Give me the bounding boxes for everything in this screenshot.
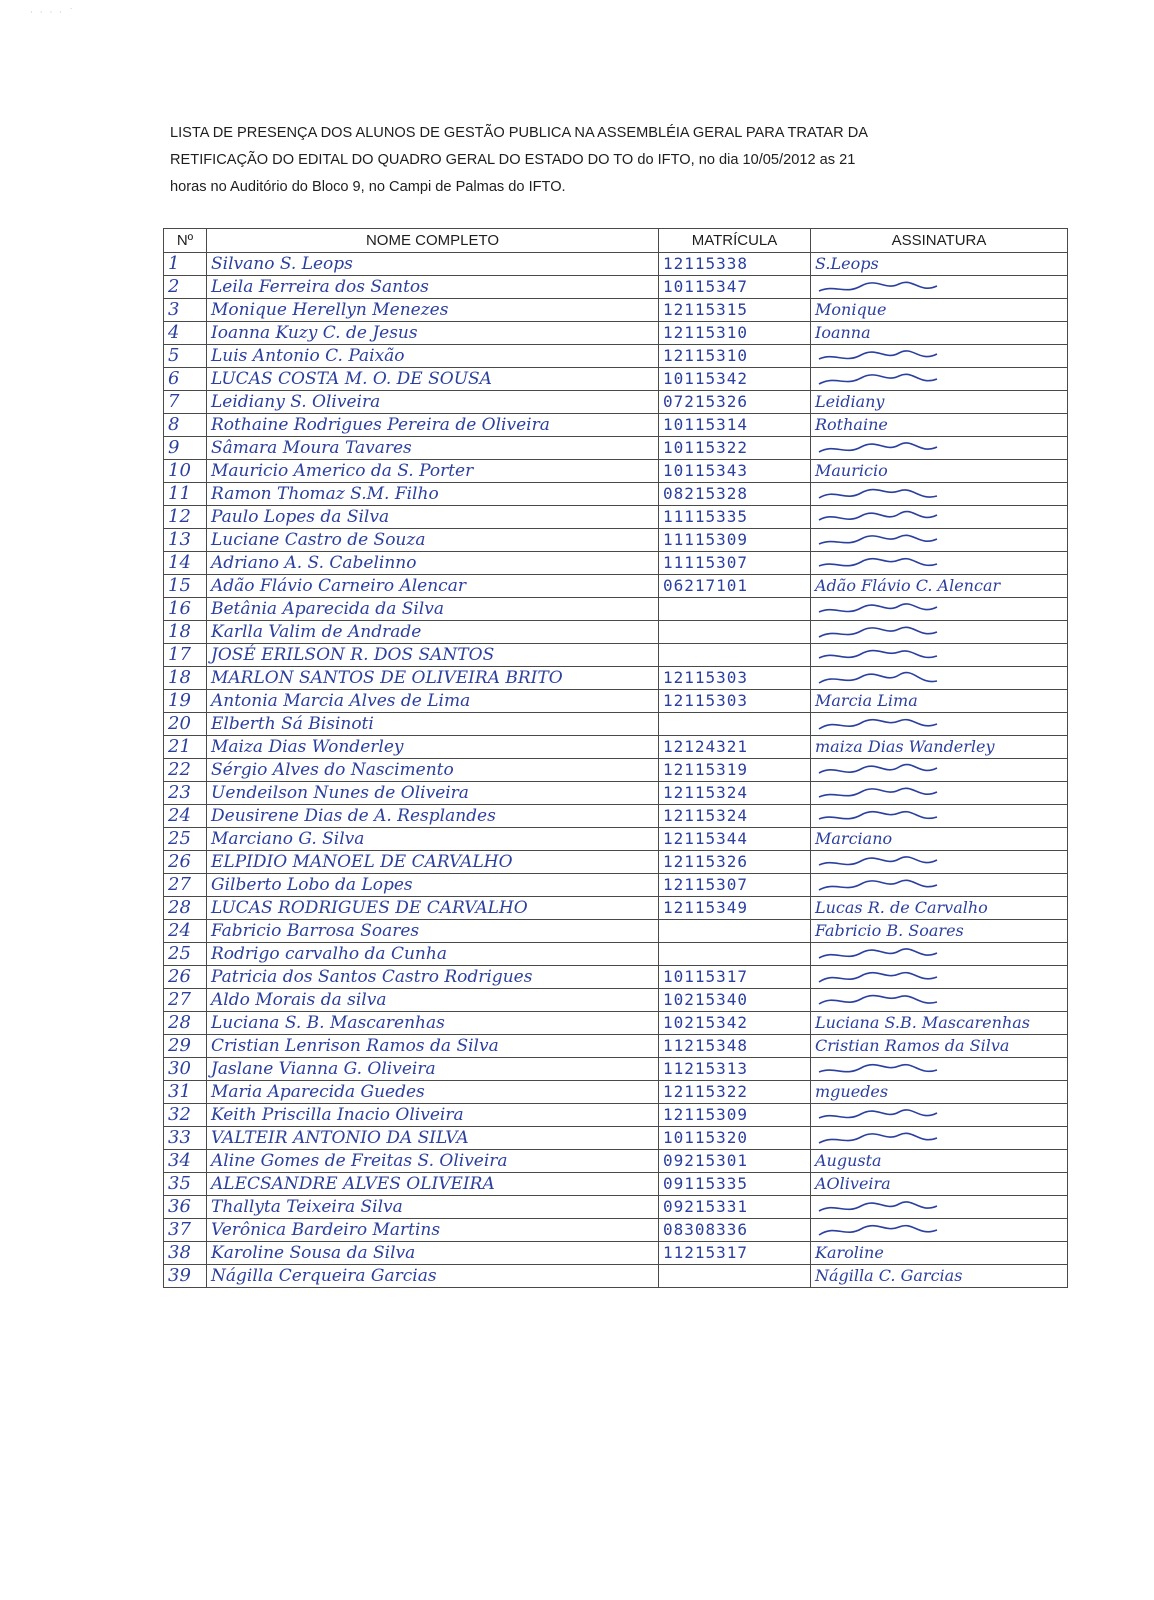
signature-stroke	[819, 719, 937, 728]
row-registration: 10115343	[659, 460, 811, 483]
row-registration	[659, 598, 811, 621]
row-registration: 12115322	[659, 1081, 811, 1104]
row-signature: Karoline	[811, 1242, 1068, 1265]
row-signature	[811, 1196, 1068, 1219]
signature-stroke	[819, 1109, 937, 1117]
table-row	[164, 759, 1068, 782]
table-row	[164, 667, 1068, 690]
signature-scribble	[815, 1062, 945, 1078]
row-registration: 10115320	[659, 1127, 811, 1150]
row-registration: 12115303	[659, 667, 811, 690]
table-row	[164, 460, 1068, 483]
row-number: 28	[164, 897, 207, 920]
row-number: 9	[164, 437, 207, 460]
signature-scribble	[815, 1131, 945, 1147]
document-header	[170, 120, 1010, 201]
row-number: 38	[164, 1242, 207, 1265]
row-signature	[811, 1127, 1068, 1150]
row-number: 33	[164, 1127, 207, 1150]
row-registration: 10115314	[659, 414, 811, 437]
row-signature: Marcia Lima	[811, 690, 1068, 713]
row-name: Luciane Castro de Souza	[207, 529, 659, 552]
signature-stroke	[819, 856, 937, 864]
row-number: 7	[164, 391, 207, 414]
table-row	[164, 598, 1068, 621]
row-number: 10	[164, 460, 207, 483]
row-signature	[811, 598, 1068, 621]
table-row	[164, 391, 1068, 414]
signature-scribble	[815, 556, 945, 572]
table-row	[164, 989, 1068, 1012]
signature-stroke	[819, 788, 937, 797]
table-row	[164, 1104, 1068, 1127]
row-registration	[659, 920, 811, 943]
table-row	[164, 483, 1068, 506]
row-name: Monique Herellyn Menezes	[207, 299, 659, 322]
row-registration: 12115344	[659, 828, 811, 851]
row-registration: 10115322	[659, 437, 811, 460]
table-row	[164, 529, 1068, 552]
row-registration: 08308336	[659, 1219, 811, 1242]
row-number: 3	[164, 299, 207, 322]
row-name: Maiza Dias Wonderley	[207, 736, 659, 759]
row-number: 16	[164, 598, 207, 621]
row-number: 34	[164, 1150, 207, 1173]
row-registration: 08215328	[659, 483, 811, 506]
header-line-3: horas no Auditório do Bloco 9, no Campi de Palmas do IFTO.	[170, 179, 566, 195]
row-name: ALECSANDRE ALVES OLIVEIRA	[207, 1173, 659, 1196]
row-name: JOSÉ ERILSON R. DOS SANTOS	[207, 644, 659, 667]
table-row	[164, 276, 1068, 299]
row-number: 35	[164, 1173, 207, 1196]
table-row	[164, 644, 1068, 667]
row-registration	[659, 943, 811, 966]
table-row	[164, 782, 1068, 805]
row-number: 27	[164, 874, 207, 897]
signature-stroke	[819, 650, 937, 657]
signature-stroke	[819, 1064, 937, 1071]
table-row	[164, 1012, 1068, 1035]
signature-scribble	[815, 786, 945, 802]
row-signature: Augusta	[811, 1150, 1068, 1173]
table-row	[164, 506, 1068, 529]
row-signature: Rothaine	[811, 414, 1068, 437]
row-name: ELPIDIO MANOEL DE CARVALHO	[207, 851, 659, 874]
column-header-name: NOME COMPLETO	[207, 229, 659, 253]
row-registration: 10215342	[659, 1012, 811, 1035]
table-row	[164, 552, 1068, 575]
table-header-row	[164, 229, 1068, 253]
row-registration: 12115307	[659, 874, 811, 897]
signature-stroke	[819, 1133, 937, 1143]
row-name: Silvano S. Leops	[207, 253, 659, 276]
attendance-table	[163, 228, 1068, 1288]
row-number: 22	[164, 759, 207, 782]
table-row	[164, 713, 1068, 736]
row-registration: 10215340	[659, 989, 811, 1012]
row-signature: mguedes	[811, 1081, 1068, 1104]
row-name: Sérgio Alves do Nascimento	[207, 759, 659, 782]
signature-stroke	[819, 442, 937, 451]
signature-stroke	[819, 535, 937, 544]
row-name: LUCAS RODRIGUES DE CARVALHO	[207, 897, 659, 920]
table-row	[164, 1127, 1068, 1150]
row-signature	[811, 1219, 1068, 1242]
signature-stroke	[819, 350, 937, 358]
row-number: 31	[164, 1081, 207, 1104]
row-signature: Mauricio	[811, 460, 1068, 483]
signature-scribble	[815, 671, 945, 687]
row-signature	[811, 759, 1068, 782]
row-registration: 12115338	[659, 253, 811, 276]
row-registration: 10115347	[659, 276, 811, 299]
table-row	[164, 621, 1068, 644]
row-number: 25	[164, 943, 207, 966]
signature-scribble	[815, 855, 945, 871]
row-signature	[811, 506, 1068, 529]
table-row	[164, 920, 1068, 943]
table-row	[164, 805, 1068, 828]
row-number: 8	[164, 414, 207, 437]
row-number: 24	[164, 920, 207, 943]
row-name: Uendeilson Nunes de Oliveira	[207, 782, 659, 805]
row-name: Marciano G. Silva	[207, 828, 659, 851]
row-registration: 12115309	[659, 1104, 811, 1127]
row-name: Keith Priscilla Inacio Oliveira	[207, 1104, 659, 1127]
row-number: 32	[164, 1104, 207, 1127]
row-signature: Nágilla C. Garcias	[811, 1265, 1068, 1288]
signature-stroke	[819, 948, 937, 957]
row-signature	[811, 1104, 1068, 1127]
signature-scribble	[815, 717, 945, 733]
row-name: Patricia dos Santos Castro Rodrigues	[207, 966, 659, 989]
row-name: Cristian Lenrison Ramos da Silva	[207, 1035, 659, 1058]
signature-stroke	[819, 880, 937, 890]
table-row	[164, 299, 1068, 322]
row-registration: 11115307	[659, 552, 811, 575]
row-number: 28	[164, 1012, 207, 1035]
row-registration: 07215326	[659, 391, 811, 414]
table-row	[164, 414, 1068, 437]
row-registration: 12115326	[659, 851, 811, 874]
row-signature: Cristian Ramos da Silva	[811, 1035, 1068, 1058]
row-registration: 06217101	[659, 575, 811, 598]
row-name: Luciana S. B. Mascarenhas	[207, 1012, 659, 1035]
signature-scribble	[815, 970, 945, 986]
row-name: Aldo Morais da silva	[207, 989, 659, 1012]
row-name: Adriano A. S. Cabelinno	[207, 552, 659, 575]
signature-scribble	[815, 648, 945, 664]
table-row	[164, 1242, 1068, 1265]
row-signature: Monique	[811, 299, 1068, 322]
row-name: Ramon Thomaz S.M. Filho	[207, 483, 659, 506]
row-name: Fabricio Barrosa Soares	[207, 920, 659, 943]
row-name: Nágilla Cerqueira Garcias	[207, 1265, 659, 1288]
row-name: Leila Ferreira dos Santos	[207, 276, 659, 299]
scan-artifact: · · · · ˙	[30, 8, 76, 18]
header-line-1: LISTA DE PRESENÇA DOS ALUNOS DE GESTÃO PUBLICA NA ASSEMBLÉIA GERAL PARA TRATAR DA	[170, 125, 869, 141]
row-number: 37	[164, 1219, 207, 1242]
row-name: Elberth Sá Bisinoti	[207, 713, 659, 736]
row-registration: 12115324	[659, 805, 811, 828]
row-number: 17	[164, 644, 207, 667]
row-number: 26	[164, 851, 207, 874]
table-row	[164, 1265, 1068, 1288]
row-registration	[659, 713, 811, 736]
row-number: 20	[164, 713, 207, 736]
row-registration: 11115309	[659, 529, 811, 552]
signature-stroke	[819, 972, 937, 981]
row-registration: 10115342	[659, 368, 811, 391]
column-header-signature: ASSINATURA	[811, 229, 1068, 253]
row-name: Maria Aparecida Guedes	[207, 1081, 659, 1104]
signature-stroke	[819, 995, 937, 1003]
table-row	[164, 1150, 1068, 1173]
row-number: 11	[164, 483, 207, 506]
row-signature	[811, 1058, 1068, 1081]
signature-stroke	[819, 558, 937, 565]
row-signature	[811, 874, 1068, 897]
row-number: 4	[164, 322, 207, 345]
table-row	[164, 345, 1068, 368]
row-name: LUCAS COSTA M. O. DE SOUSA	[207, 368, 659, 391]
table-row	[164, 828, 1068, 851]
row-registration: 12115303	[659, 690, 811, 713]
row-signature: Fabricio B. Soares	[811, 920, 1068, 943]
row-name: Deusirene Dias de A. Resplandes	[207, 805, 659, 828]
column-header-number: Nº	[164, 229, 207, 253]
row-number: 18	[164, 621, 207, 644]
row-signature: Adão Flávio C. Alencar	[811, 575, 1068, 598]
table-row	[164, 690, 1068, 713]
row-signature	[811, 713, 1068, 736]
row-registration: 12115315	[659, 299, 811, 322]
row-registration: 11215348	[659, 1035, 811, 1058]
signature-scribble	[815, 510, 945, 526]
signature-stroke	[819, 511, 937, 519]
row-number: 39	[164, 1265, 207, 1288]
table-row	[164, 874, 1068, 897]
row-registration: 11215313	[659, 1058, 811, 1081]
row-number: 24	[164, 805, 207, 828]
row-signature	[811, 644, 1068, 667]
signature-scribble	[815, 763, 945, 779]
row-signature	[811, 437, 1068, 460]
table-row	[164, 1058, 1068, 1081]
row-registration: 12115324	[659, 782, 811, 805]
row-registration: 12115319	[659, 759, 811, 782]
row-name: Betânia Aparecida da Silva	[207, 598, 659, 621]
signature-stroke	[819, 1225, 937, 1234]
table-row	[164, 322, 1068, 345]
row-registration: 11115335	[659, 506, 811, 529]
row-name: MARLON SANTOS DE OLIVEIRA BRITO	[207, 667, 659, 690]
row-number: 19	[164, 690, 207, 713]
signature-scribble	[815, 372, 945, 388]
signature-scribble	[815, 993, 945, 1009]
table-row	[164, 851, 1068, 874]
signature-scribble	[815, 602, 945, 618]
row-registration	[659, 621, 811, 644]
signature-stroke	[819, 1201, 937, 1210]
table-row	[164, 575, 1068, 598]
row-number: 25	[164, 828, 207, 851]
row-name: Mauricio Americo da S. Porter	[207, 460, 659, 483]
row-name: Luis Antonio C. Paixão	[207, 345, 659, 368]
signature-scribble	[815, 625, 945, 641]
row-name: Antonia Marcia Alves de Lima	[207, 690, 659, 713]
row-number: 2	[164, 276, 207, 299]
row-signature	[811, 368, 1068, 391]
row-number: 6	[164, 368, 207, 391]
row-number: 1	[164, 253, 207, 276]
row-name: Rodrigo carvalho da Cunha	[207, 943, 659, 966]
row-name: Karlla Valim de Andrade	[207, 621, 659, 644]
signature-scribble	[815, 809, 945, 825]
table-row	[164, 1035, 1068, 1058]
row-signature	[811, 529, 1068, 552]
signature-scribble	[815, 441, 945, 457]
row-signature	[811, 276, 1068, 299]
row-number: 36	[164, 1196, 207, 1219]
table-row	[164, 1219, 1068, 1242]
table-row	[164, 897, 1068, 920]
row-registration: 12124321	[659, 736, 811, 759]
row-number: 18	[164, 667, 207, 690]
signature-scribble	[815, 487, 945, 503]
row-number: 21	[164, 736, 207, 759]
attendance-rows	[164, 253, 1068, 1288]
row-signature	[811, 782, 1068, 805]
signature-scribble	[815, 947, 945, 963]
signature-scribble	[815, 878, 945, 894]
signature-stroke	[819, 282, 937, 291]
row-signature: Luciana S.B. Mascarenhas	[811, 1012, 1068, 1035]
row-signature: Ioanna	[811, 322, 1068, 345]
row-number: 15	[164, 575, 207, 598]
signature-stroke	[819, 672, 937, 682]
row-signature	[811, 805, 1068, 828]
row-name: Rothaine Rodrigues Pereira de Oliveira	[207, 414, 659, 437]
row-registration: 12115310	[659, 345, 811, 368]
row-signature: AOliveira	[811, 1173, 1068, 1196]
signature-stroke	[819, 603, 937, 611]
row-registration: 09115335	[659, 1173, 811, 1196]
table-row	[164, 1173, 1068, 1196]
row-signature	[811, 345, 1068, 368]
row-number: 14	[164, 552, 207, 575]
row-number: 27	[164, 989, 207, 1012]
row-name: Karoline Sousa da Silva	[207, 1242, 659, 1265]
column-header-registration: MATRÍCULA	[659, 229, 811, 253]
row-name: Aline Gomes de Freitas S. Oliveira	[207, 1150, 659, 1173]
row-signature: Marciano	[811, 828, 1068, 851]
header-line-2: RETIFICAÇÃO DO EDITAL DO QUADRO GERAL DO ESTADO DO TO do IFTO, no dia 10/05/2012 as 21	[170, 152, 856, 168]
row-registration: 12115310	[659, 322, 811, 345]
row-name: Ioanna Kuzy C. de Jesus	[207, 322, 659, 345]
signature-scribble	[815, 533, 945, 549]
row-signature	[811, 943, 1068, 966]
row-signature: Lucas R. de Carvalho	[811, 897, 1068, 920]
table-row	[164, 253, 1068, 276]
table-row	[164, 437, 1068, 460]
signature-scribble	[815, 1200, 945, 1216]
table-row	[164, 943, 1068, 966]
table-row	[164, 966, 1068, 989]
signature-scribble	[815, 349, 945, 365]
row-number: 5	[164, 345, 207, 368]
signature-stroke	[819, 489, 937, 497]
row-registration: 10115317	[659, 966, 811, 989]
row-registration: 12115349	[659, 897, 811, 920]
row-signature	[811, 483, 1068, 506]
row-name: Paulo Lopes da Silva	[207, 506, 659, 529]
row-registration: 09215331	[659, 1196, 811, 1219]
row-name: Verônica Bardeiro Martins	[207, 1219, 659, 1242]
row-name: Sâmara Moura Tavares	[207, 437, 659, 460]
row-signature	[811, 621, 1068, 644]
signature-scribble	[815, 1223, 945, 1239]
row-signature	[811, 851, 1068, 874]
table-row	[164, 1081, 1068, 1104]
row-registration: 11215317	[659, 1242, 811, 1265]
row-signature: S.Leops	[811, 253, 1068, 276]
row-signature	[811, 667, 1068, 690]
row-registration	[659, 1265, 811, 1288]
row-signature	[811, 552, 1068, 575]
table-row	[164, 1196, 1068, 1219]
row-signature	[811, 989, 1068, 1012]
signature-stroke	[819, 627, 937, 637]
row-registration	[659, 644, 811, 667]
signature-scribble	[815, 1108, 945, 1124]
row-number: 30	[164, 1058, 207, 1081]
signature-stroke	[819, 374, 937, 384]
row-name: VALTEIR ANTONIO DA SILVA	[207, 1127, 659, 1150]
signature-scribble	[815, 280, 945, 296]
row-number: 26	[164, 966, 207, 989]
signature-stroke	[819, 811, 937, 818]
row-name: Adão Flávio Carneiro Alencar	[207, 575, 659, 598]
row-signature: Leidiany	[811, 391, 1068, 414]
row-registration: 09215301	[659, 1150, 811, 1173]
table-row	[164, 368, 1068, 391]
row-name: Leidiany S. Oliveira	[207, 391, 659, 414]
row-name: Gilberto Lobo da Lopes	[207, 874, 659, 897]
row-number: 13	[164, 529, 207, 552]
signature-stroke	[819, 764, 937, 772]
row-name: Jaslane Vianna G. Oliveira	[207, 1058, 659, 1081]
row-number: 12	[164, 506, 207, 529]
row-signature: maiza Dias Wanderley	[811, 736, 1068, 759]
row-number: 29	[164, 1035, 207, 1058]
row-number: 23	[164, 782, 207, 805]
table-row	[164, 736, 1068, 759]
row-name: Thallyta Teixeira Silva	[207, 1196, 659, 1219]
row-signature	[811, 966, 1068, 989]
